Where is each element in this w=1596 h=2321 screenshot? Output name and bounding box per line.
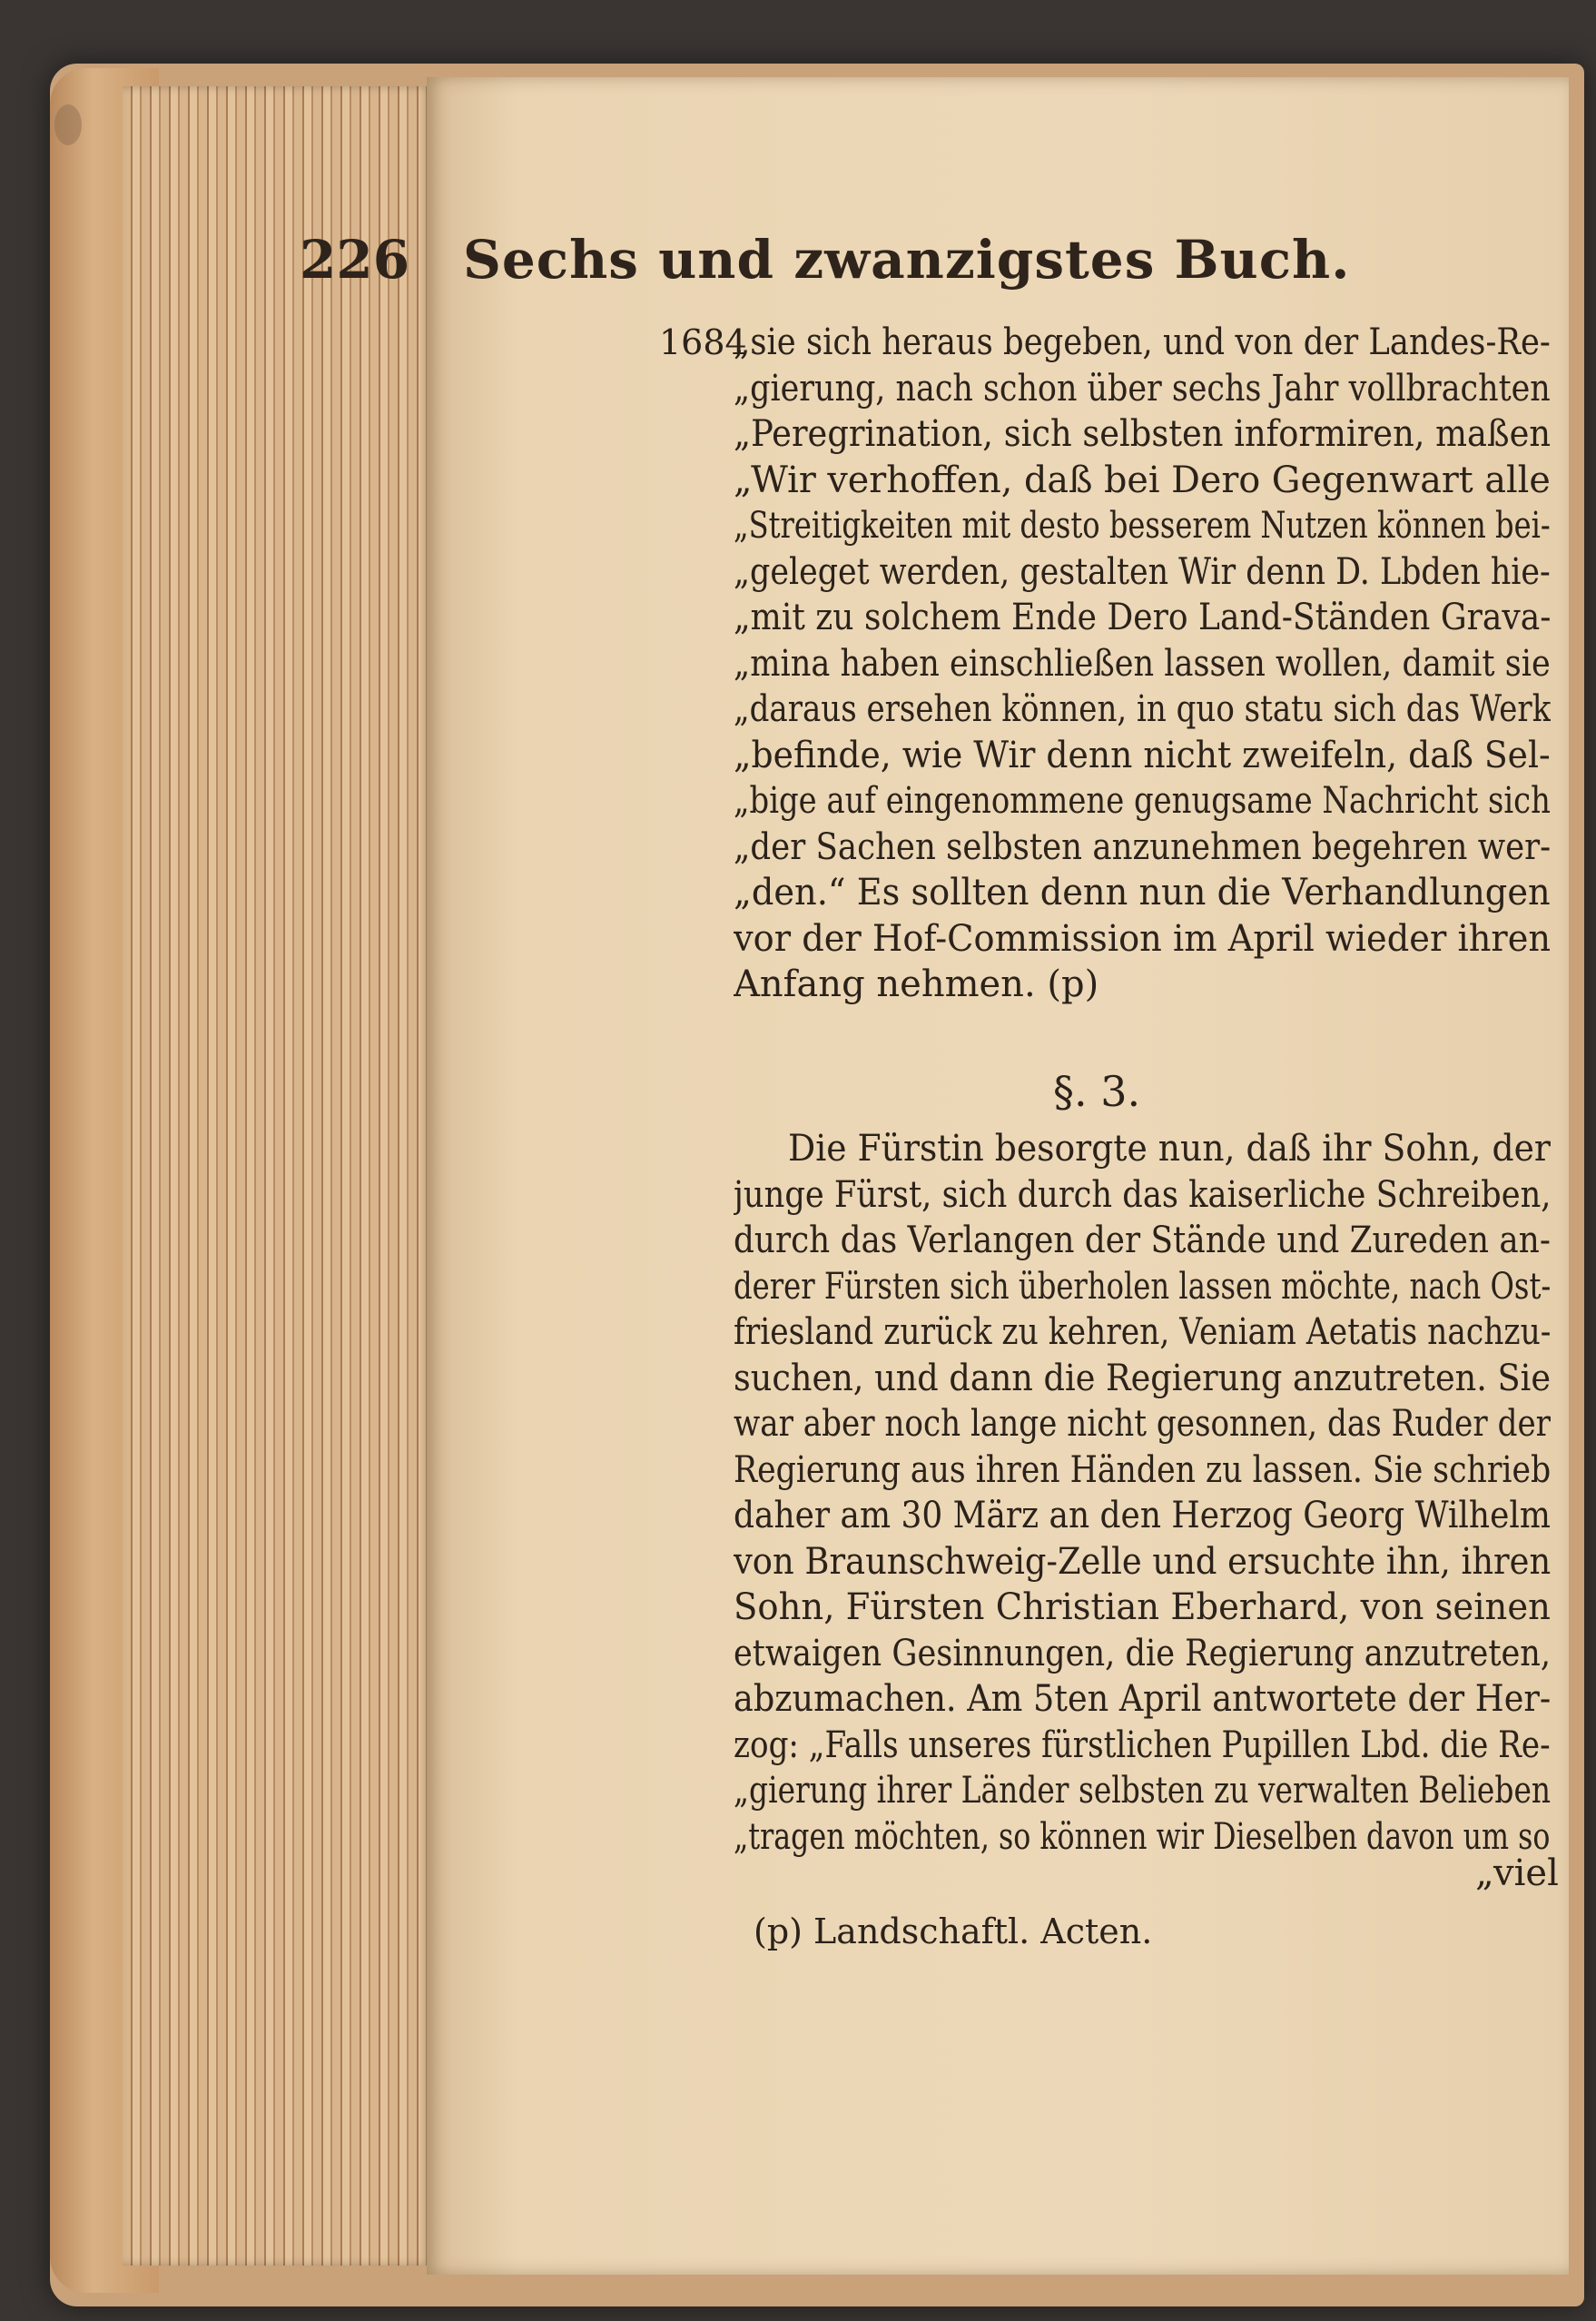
text-line: etwaigen Gesinnungen, die Regierung anzutreten, [734, 1632, 1551, 1674]
text-line: „geleget werden, gestalten Wir denn D. Lbden hie- [734, 550, 1551, 593]
text-line: zog: „Falls unseres fürstlichen Pupillen Lbd. die Re- [734, 1723, 1551, 1766]
text-line: „den.“ Es sollten denn nun die Verhandlungen [734, 872, 1551, 914]
year-marginal: 1684 [659, 322, 747, 362]
text-line: junge Fürst, sich durch das kaiserliche Schreiben, [734, 1173, 1551, 1216]
page-number: 226 [300, 229, 410, 291]
text-line: suchen, und dann die Regierung anzutreten. Sie [734, 1357, 1551, 1399]
text-line: vor der Hof-Commission im April wieder ihren [734, 917, 1551, 960]
running-title: Sechs und zwanzigstes Buch. [463, 229, 1351, 291]
text-line: „bige auf eingenommene genugsame Nachricht sich [734, 780, 1551, 822]
text-line: „Wir verhoffen, daß bei Dero Gegenwart alle [734, 459, 1551, 501]
text-line: „Peregrination, sich selbsten informiren, maßen [734, 413, 1551, 455]
text-line: war aber noch lange nicht gesonnen, das Ruder der [734, 1403, 1551, 1445]
text-line: daher am 30 März an den Herzog Georg Wilhelm [734, 1495, 1551, 1536]
text-line: von Braunschweig-Zelle und ersuchte ihn, ihren [734, 1540, 1551, 1583]
text-line: „mit zu solchem Ende Dero Land-Ständen Grava- [734, 597, 1551, 638]
text-line: „Streitigkeiten mit desto besserem Nutzen können bei- [734, 505, 1551, 547]
running-header [300, 229, 1534, 301]
footnote: (p) Landschaftl. Acten. [754, 1911, 1153, 1951]
paragraph-2 [734, 1126, 1551, 1860]
paragraph-1 [734, 320, 1551, 1008]
catchword: „viel [1475, 1852, 1559, 1894]
cover-wear-mark [54, 104, 82, 145]
text-line: Sohn, Fürsten Christian Eberhard, von seinen [734, 1586, 1551, 1628]
text-line: Anfang nehmen. (p) [734, 963, 1099, 1005]
text-line: „mina haben einschließen lassen wollen, damit sie [734, 642, 1551, 685]
text-line: Die Fürstin besorgte nun, daß ihr Sohn, der [788, 1128, 1551, 1170]
text-line: Regierung aus ihren Händen zu lassen. Sie schrieb [734, 1448, 1551, 1491]
section-heading: §. 3. [1053, 1067, 1141, 1116]
page-edges [123, 86, 431, 2266]
text-line: „befinde, wie Wir denn nicht zweifeln, daß Sel- [734, 734, 1551, 776]
text-line: derer Fürsten sich überholen lassen möchte, nach Ost- [734, 1265, 1551, 1308]
text-line: „sie sich heraus begeben, und von der Landes-Re- [734, 321, 1551, 363]
text-line: „tragen möchten, so können wir Dieselben davon um so [734, 1815, 1551, 1858]
text-line: „daraus ersehen können, in quo statu sich das Werk [734, 688, 1551, 730]
text-line: „gierung, nach schon über sechs Jahr vollbrachten [734, 367, 1551, 410]
text-line: friesland zurück zu kehren, Veniam Aetatis nachzu- [734, 1311, 1551, 1353]
text-line: „gierung ihrer Länder selbsten zu verwalten Belieben [734, 1770, 1551, 1812]
text-line: „der Sachen selbsten anzunehmen begehren wer- [734, 825, 1551, 868]
text-line: durch das Verlangen der Stände und Zureden an- [734, 1220, 1551, 1261]
text-line: abzumachen. Am 5ten April antwortete der Her- [734, 1678, 1551, 1720]
